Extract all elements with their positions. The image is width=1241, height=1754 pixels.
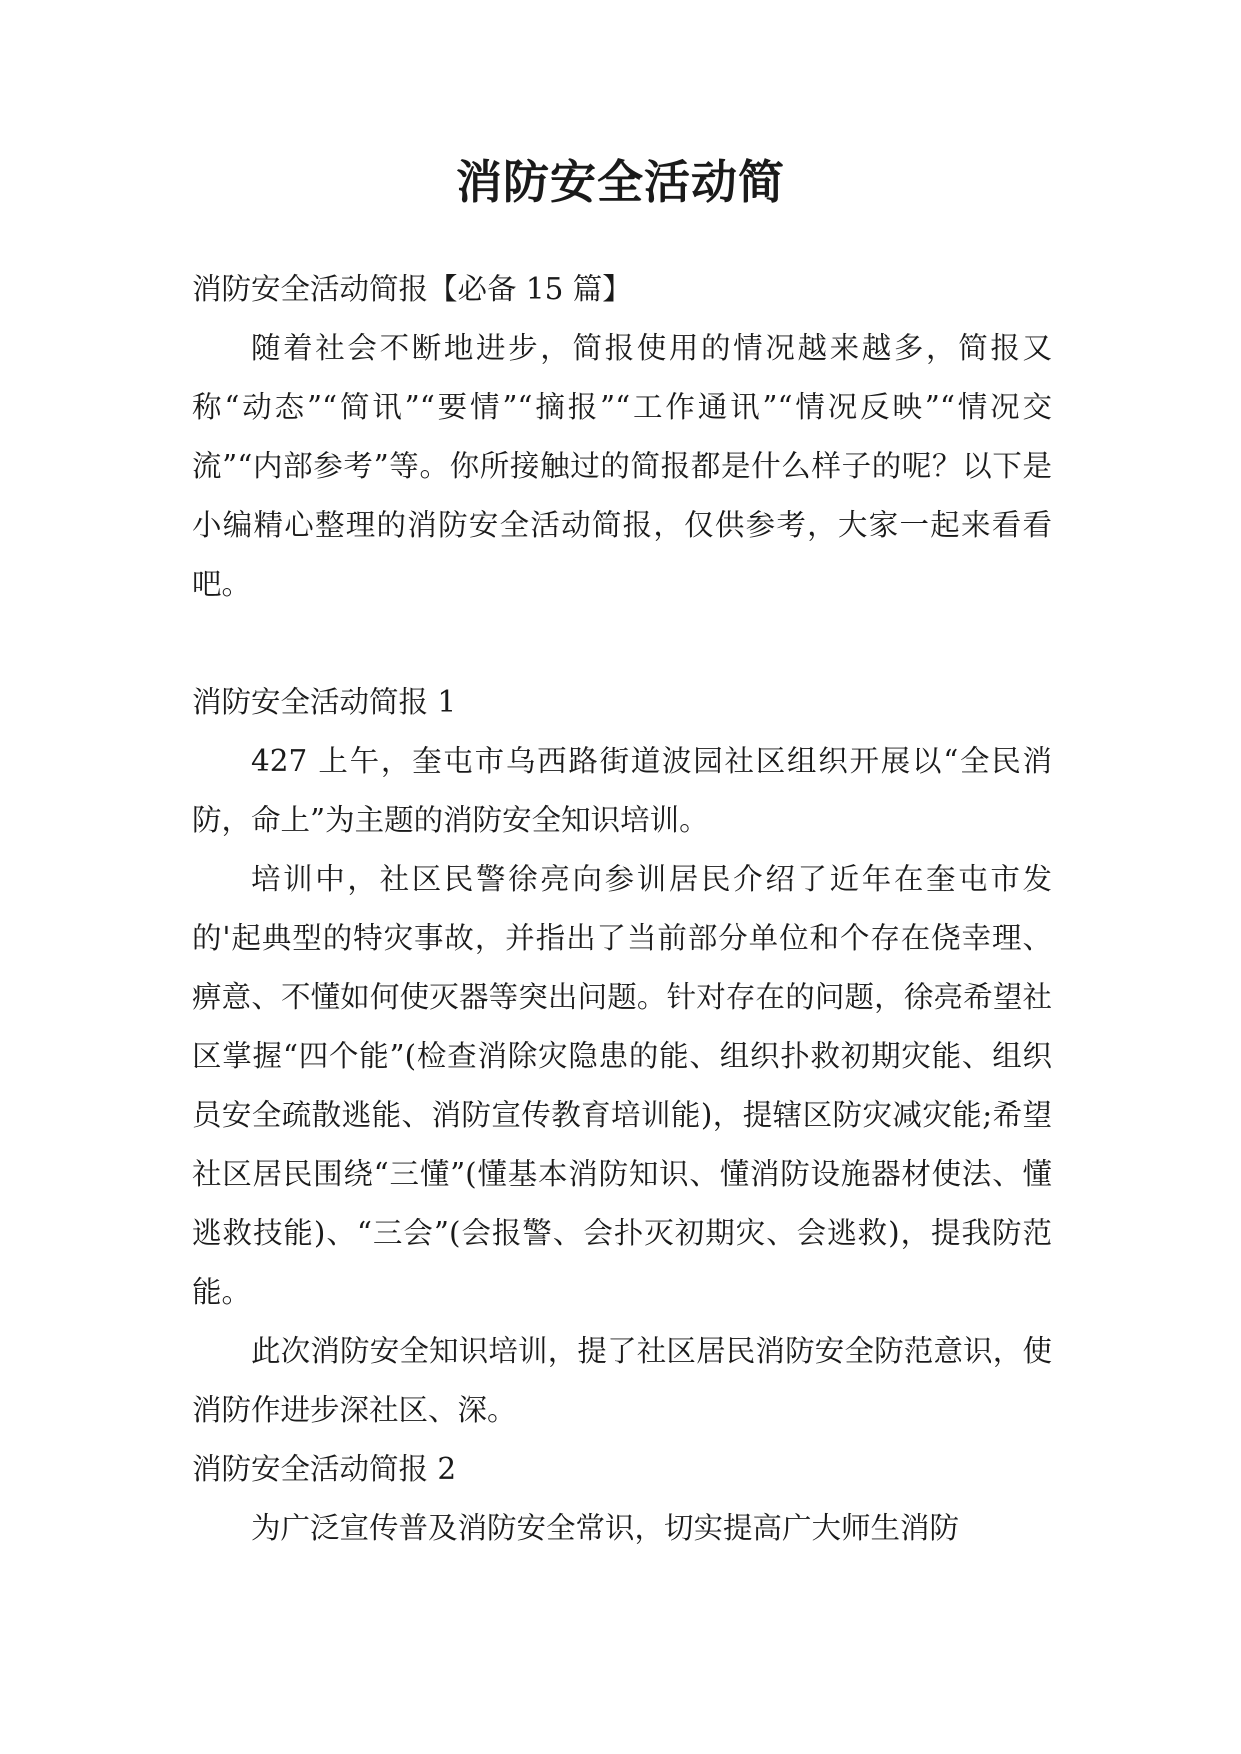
document-title: 消防安全活动简 bbox=[456, 155, 785, 209]
section-paragraph: 为广泛宣传普及消防安全常识，切实提高广大师生消防 bbox=[251, 1511, 960, 1545]
section-paragraph: 427 上午，奎屯市乌西路街道波园社区组织开展以“全民消防，命上”为主题的消防安全知识培训。 bbox=[192, 744, 1052, 837]
intro-paragraph: 随着社会不断地进步，简报使用的情况越来越多，简报又称“动态”“简讯”“要情”“摘报”“工作通讯”“情况反映”“情况交流”“内部参考”等。你所接触过的简报都是什么样子的呢？以下是小编精心整理的消防安全活动简报，仅供参考，大家一起来看看吧。 bbox=[192, 331, 1052, 601]
section-heading: 消防安全活动简报 1 bbox=[192, 685, 457, 719]
section-paragraph: 培训中，社区民警徐亮向参训居民介绍了近年在奎屯市发的'起典型的特灾事故，并指出了当前部分单位和个存在侥幸理、痹意、不懂如何使灭器等突出问题。针对存在的问题，徐亮希望社区掌握“四个能”(检查消除灾隐患的能、组织扑救初期灾能、组织员安全疏散逃能、消防宣传教育培训能)，提辖区防灾减灾能;希望社区居民围绕“三懂”(懂基本消防知识、懂消防设施器材使法、懂逃救技能)、“三会”(会报警、会扑灭初期灾、会逃救)，提我防范能。 bbox=[192, 862, 1052, 1309]
spacer bbox=[192, 614, 1052, 673]
document-body bbox=[192, 260, 1052, 1558]
section-heading: 消防安全活动简报 2 bbox=[192, 1452, 457, 1486]
document-subtitle: 消防安全活动简报【必备 15 篇】 bbox=[192, 272, 632, 306]
section-paragraph: 此次消防安全知识培训，提了社区居民消防安全防范意识，使消防作进步深社区、深。 bbox=[192, 1334, 1052, 1427]
